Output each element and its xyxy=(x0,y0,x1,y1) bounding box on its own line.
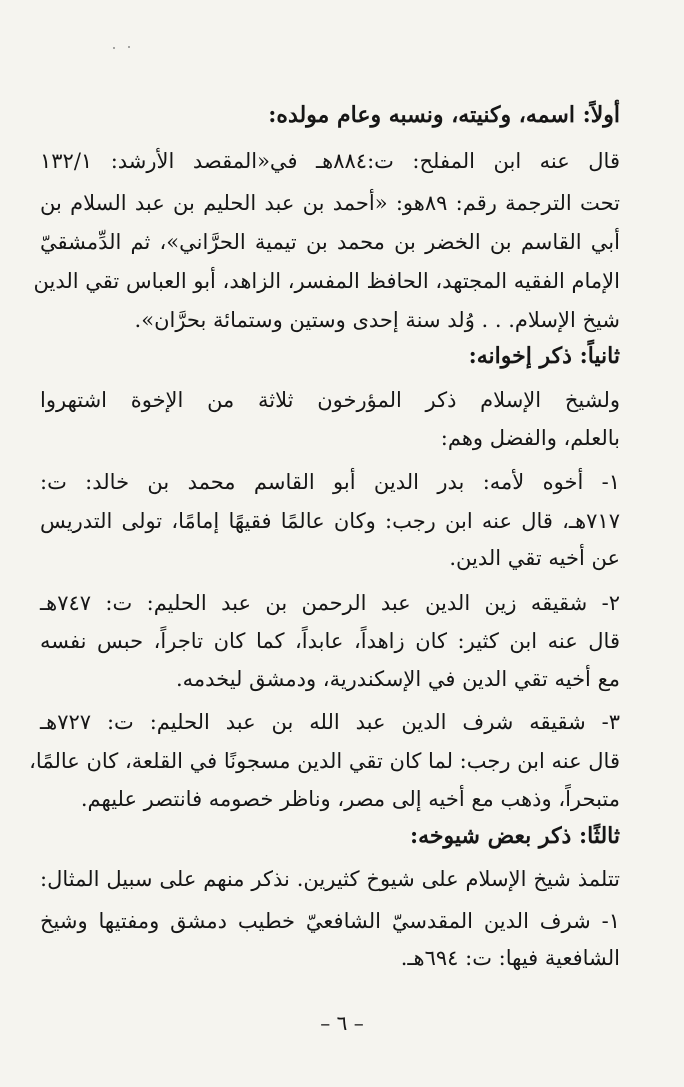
text-line: ١- شرف الدين المقدسيّ الشافعيّ خطيب دمشق ومفتيها وشيخ xyxy=(40,909,620,933)
scan-speck xyxy=(128,46,130,48)
text-line: ١- أخوه لأمه: بدر الدين أبو القاسم محمد بن خالد: ت: xyxy=(40,470,620,494)
text-line: عن أخيه تقي الدين. xyxy=(449,546,620,570)
text-line: الإمام الفقيه المجتهد، الحافظ المفسر، الزاهد، أبو العباس تقي الدين xyxy=(33,269,620,293)
text-line: شيخ الإسلام. . . وُلد سنة إحدى وستين وستمائة بحرَّان». xyxy=(134,308,620,332)
section-heading: ثانياً: ذكر إخوانه: xyxy=(468,343,620,369)
text-line: ولشيخ الإسلام ذكر المؤرخون ثلاثة من الإخوة اشتهروا xyxy=(40,388,620,412)
text-line: ٢- شقيقه زين الدين عبد الرحمن بن عبد الحليم: ت: ٧٤٧هـ xyxy=(40,591,620,615)
text-line: أبي القاسم بن الخضر بن محمد بن تيمية الحرَّاني»، ثم الدِّمشقيّ xyxy=(40,230,620,254)
text-line: قال عنه ابن كثير: كان زاهداً، عابداً، كما كان تاجراً، حبس نفسه xyxy=(40,629,620,653)
text-line: قال عنه ابن رجب: لما كان تقي الدين مسجونًا في القلعة، كان عالمًا، xyxy=(29,749,620,773)
scan-speck xyxy=(113,47,115,49)
document-page xyxy=(29,0,620,1087)
text-line: تتلمذ شيخ الإسلام على شيوخ كثيرين. نذكر منهم على سبيل المثال: xyxy=(40,867,620,891)
text-line: بالعلم، والفضل وهم: xyxy=(440,426,620,450)
text-line: مع أخيه تقي الدين في الإسكندرية، ودمشق ليخدمه. xyxy=(175,667,620,691)
text-line: تحت الترجمة رقم: ٨٩هو: «أحمد بن عبد الحليم بن عبد السلام بن xyxy=(40,191,620,215)
text-line: متبحراً، وذهب مع أخيه إلى مصر، وناظر خصومه فانتصر عليهم. xyxy=(80,787,620,811)
text-line: ٣- شقيقه شرف الدين عبد الله بن عبد الحليم: ت: ٧٢٧هـ xyxy=(40,710,620,734)
page-number: – ٦ – xyxy=(320,1011,364,1035)
text-line: قال عنه ابن المفلح: ت:٨٨٤هـ في«المقصد الأرشد: ١٣٢/١ xyxy=(40,149,620,173)
section-heading: أولاً: اسمه، وكنيته، ونسبه وعام مولده: xyxy=(268,102,620,128)
text-line: الشافعية فيها: ت: ٦٩٤هـ. xyxy=(400,946,620,970)
section-heading: ثالثًا: ذكر بعض شيوخه: xyxy=(409,823,620,849)
text-line: ٧١٧هـ، قال عنه ابن رجب: وكان عالمًا فقيهًا إمامًا، تولى التدريس xyxy=(40,509,620,533)
